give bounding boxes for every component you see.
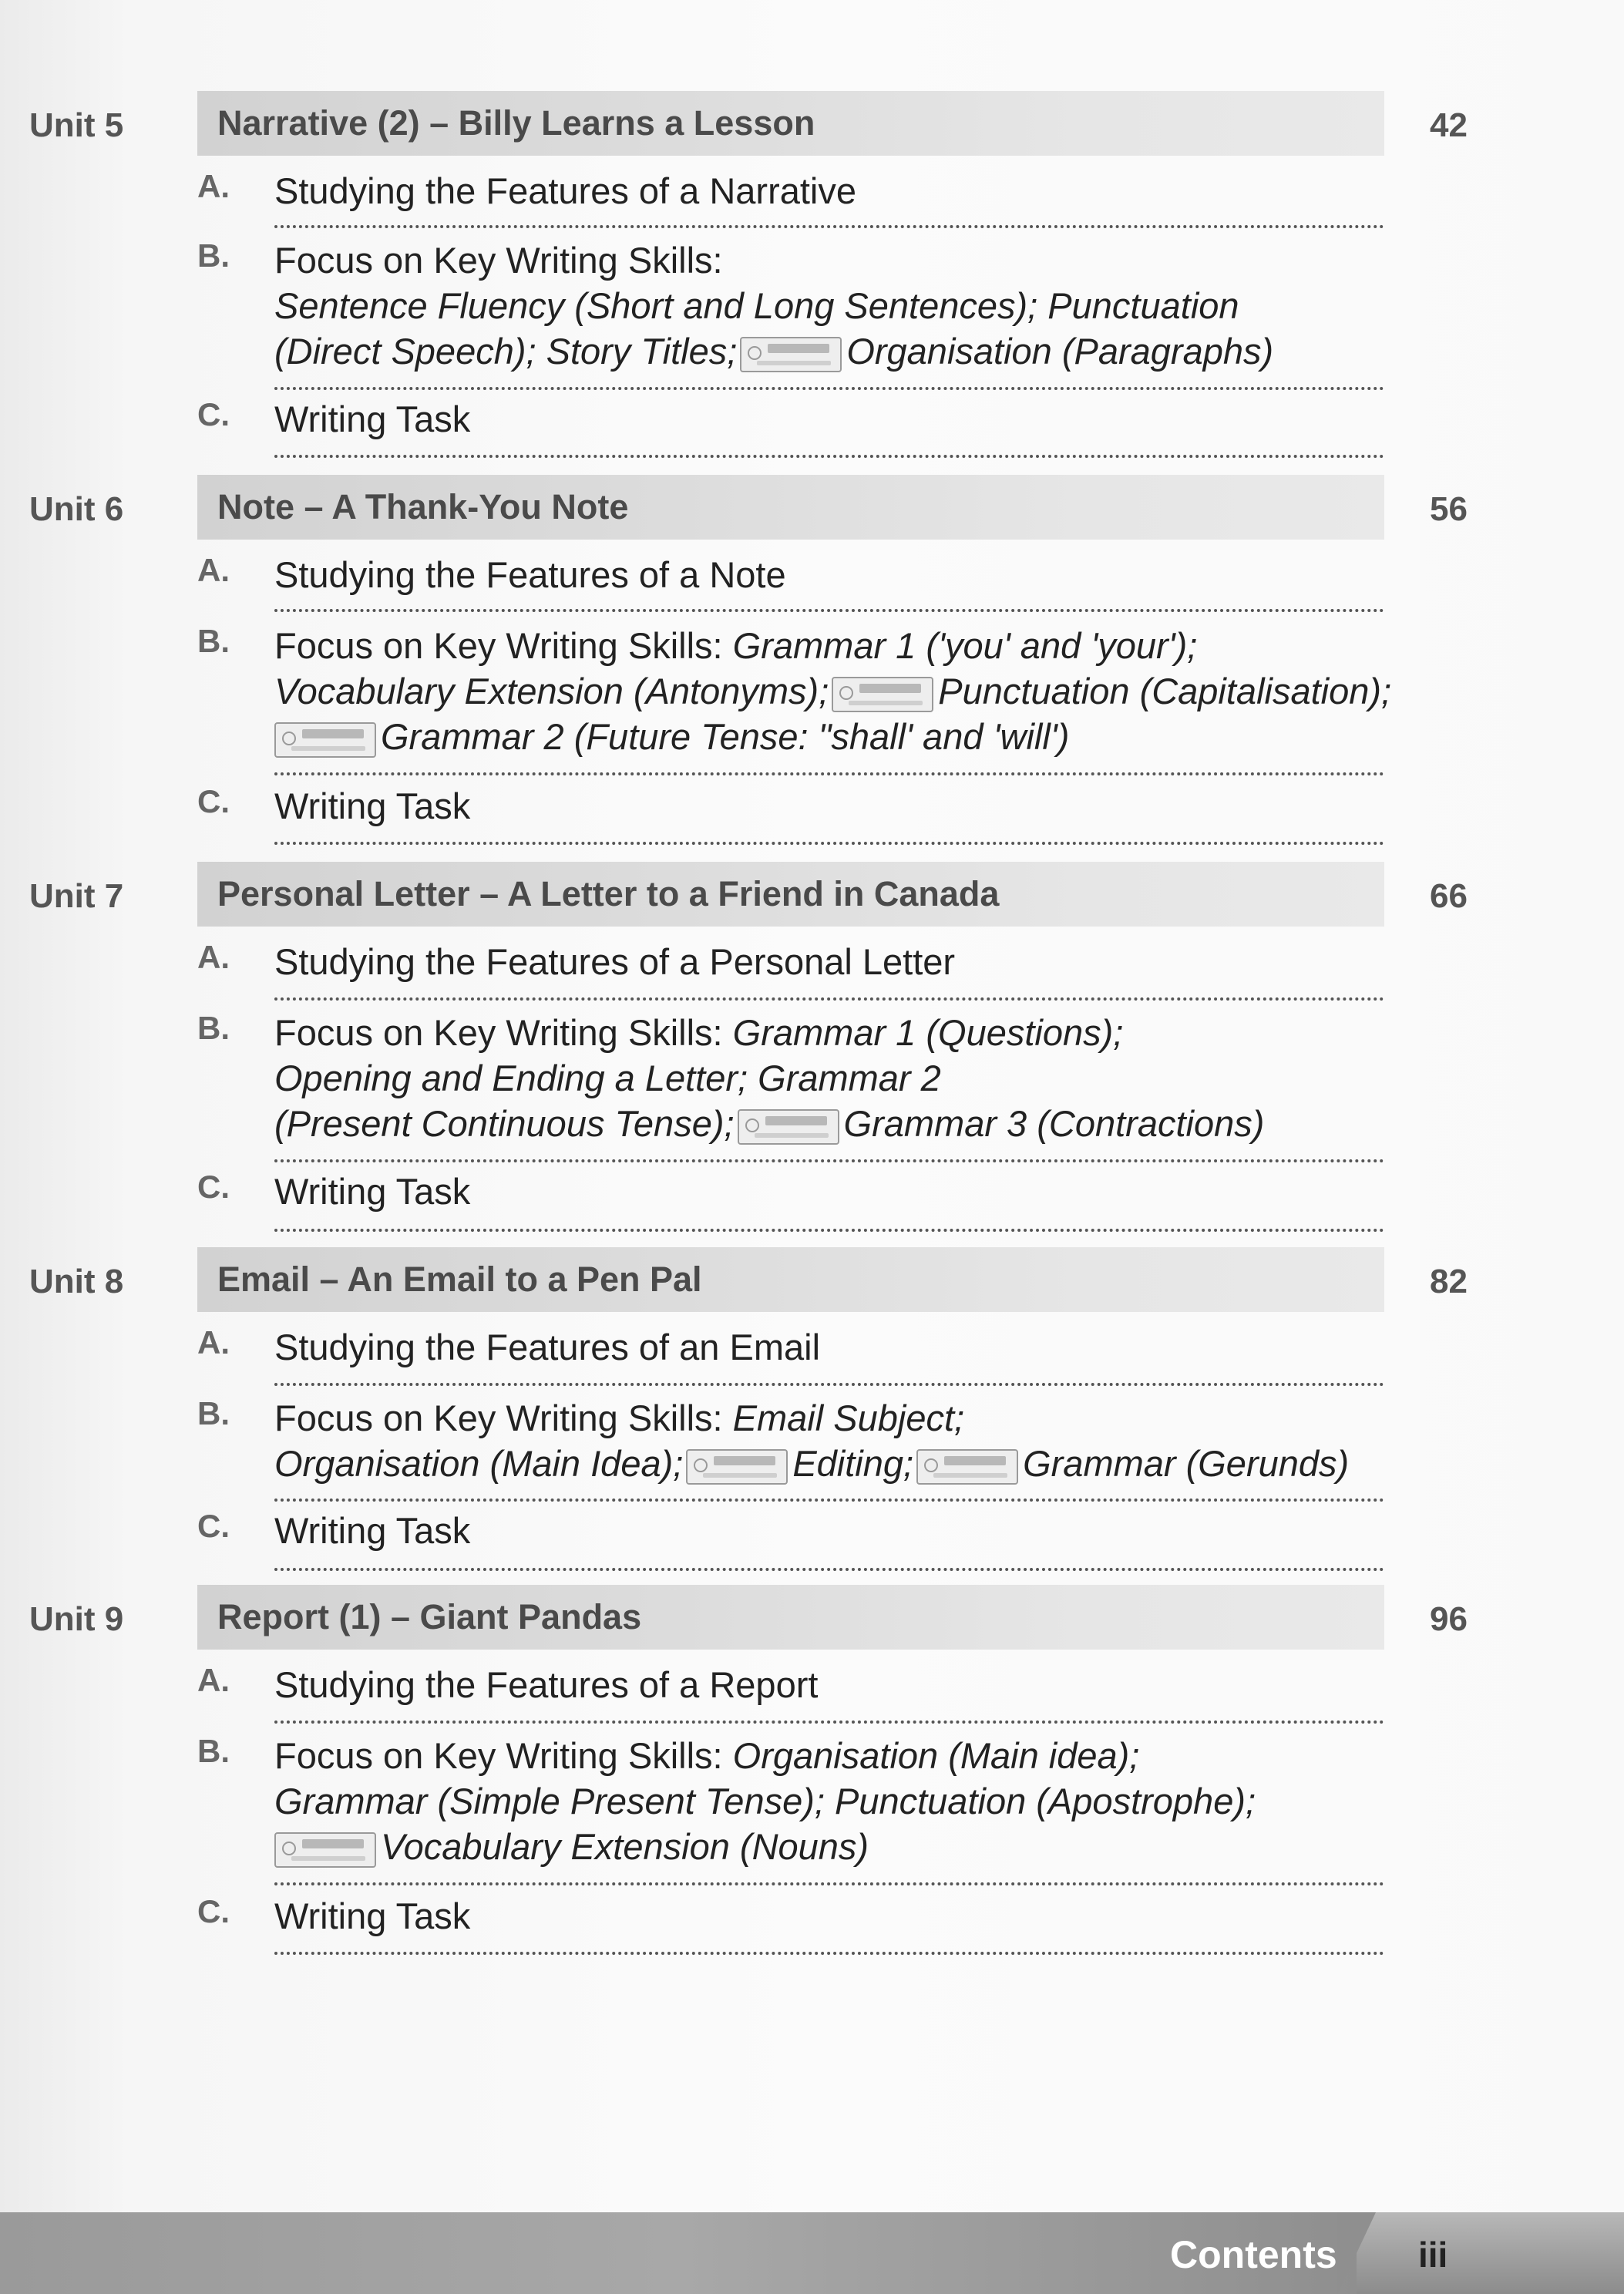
section-text: Focus on Key Writing Skills: Grammar 1 ('you' and 'your'); Vocabulary Extension (Antonyms); Punctuation (Capitalisation); Grammar 2 (Future Tense: "shall' and 'will') [274, 625, 1392, 757]
section-letter: C. [197, 783, 230, 819]
dotted-leader [274, 1882, 1384, 1885]
unit-page-number[interactable]: 56 [1430, 490, 1468, 528]
footer-page-number: iii [1418, 2235, 1448, 2275]
e-learning-stamp-icon [274, 722, 376, 758]
dotted-leader [274, 1498, 1384, 1502]
section-letter: C. [197, 396, 230, 432]
footer-notch [1337, 2212, 1376, 2294]
unit-title-bar[interactable]: Email – An Email to a Pen Pal [197, 1247, 1384, 1312]
section-letter: B. [197, 1395, 230, 1431]
dotted-leader [274, 842, 1384, 845]
e-learning-stamp-icon [740, 337, 842, 372]
section-text: Writing Task [274, 1510, 471, 1551]
unit-page-number[interactable]: 96 [1430, 1600, 1468, 1638]
section-letter: A. [197, 552, 230, 588]
unit-label: Unit 5 [29, 106, 124, 144]
section-letter: A. [197, 939, 230, 975]
section-text: Writing Task [274, 1171, 471, 1212]
unit-title-bar[interactable]: Report (1) – Giant Pandas [197, 1585, 1384, 1650]
unit-label: Unit 8 [29, 1263, 124, 1300]
section-letter: A. [197, 1662, 230, 1698]
dotted-leader [274, 1568, 1384, 1571]
e-learning-stamp-icon [916, 1449, 1018, 1485]
section-letter: A. [197, 168, 230, 204]
section-text: Studying the Features of a Report [274, 1664, 819, 1705]
unit-title-bar[interactable]: Narrative (2) – Billy Learns a Lesson [197, 91, 1384, 156]
footer-bar [0, 2212, 1624, 2294]
section-letter: B. [197, 237, 230, 274]
section-text: Focus on Key Writing Skills: Sentence Fluency (Short and Long Sentences); Punctuation (Direct Speech); Story Titles; Organisation (Paragraphs) [274, 240, 1274, 372]
e-learning-stamp-icon [832, 677, 933, 712]
section-text: Studying the Features of a Note [274, 554, 786, 595]
section-text: Focus on Key Writing Skills: Email Subject; Organisation (Main Idea); Editing; Grammar (Gerunds) [274, 1398, 1350, 1484]
section-letter: C. [197, 1169, 230, 1205]
unit-label: Unit 7 [29, 877, 124, 915]
unit-title-bar[interactable]: Note – A Thank-You Note [197, 475, 1384, 540]
footer-band [0, 2212, 1357, 2294]
section-text: Writing Task [274, 399, 471, 439]
section-text: Focus on Key Writing Skills: Grammar 1 (Questions); Opening and Ending a Letter; Grammar 2 (Present Continuous Tense); Grammar 3 (Contractions) [274, 1012, 1265, 1144]
section-letter: B. [197, 1010, 230, 1046]
section-letter: B. [197, 623, 230, 659]
section-text: Studying the Features of an Email [274, 1327, 821, 1367]
section-letter: C. [197, 1508, 230, 1544]
e-learning-stamp-icon [738, 1109, 839, 1145]
unit-page-number[interactable]: 42 [1430, 106, 1468, 144]
unit-label: Unit 9 [29, 1600, 124, 1638]
section-letter: A. [197, 1324, 230, 1361]
section-letter: B. [197, 1733, 230, 1769]
dotted-leader [274, 1229, 1384, 1232]
dotted-leader [274, 997, 1384, 1001]
dotted-leader [274, 387, 1384, 390]
dotted-leader [274, 1159, 1384, 1162]
section-text: Focus on Key Writing Skills: Organisation (Main idea); Grammar (Simple Present Tense); Punctuation (Apostrophe); Vocabulary Extension (Nouns) [274, 1735, 1256, 1867]
e-learning-stamp-icon [686, 1449, 788, 1485]
section-text: Writing Task [274, 1895, 471, 1936]
section-text: Studying the Features of a Personal Letter [274, 941, 956, 982]
unit-page-number[interactable]: 66 [1430, 877, 1468, 915]
dotted-leader [274, 455, 1384, 458]
dotted-leader [274, 1952, 1384, 1955]
dotted-leader [274, 1383, 1384, 1386]
dotted-leader [274, 772, 1384, 775]
section-text: Writing Task [274, 785, 471, 826]
unit-title-bar[interactable]: Personal Letter – A Letter to a Friend in Canada [197, 862, 1384, 927]
footer-title: Contents [1170, 2233, 1337, 2276]
section-letter: C. [197, 1893, 230, 1929]
unit-page-number[interactable]: 82 [1430, 1263, 1468, 1300]
unit-label: Unit 6 [29, 490, 124, 528]
dotted-leader [274, 225, 1384, 228]
dotted-leader [274, 1720, 1384, 1724]
section-text: Studying the Features of a Narrative [274, 170, 857, 211]
dotted-leader [274, 609, 1384, 612]
e-learning-stamp-icon [274, 1832, 376, 1868]
